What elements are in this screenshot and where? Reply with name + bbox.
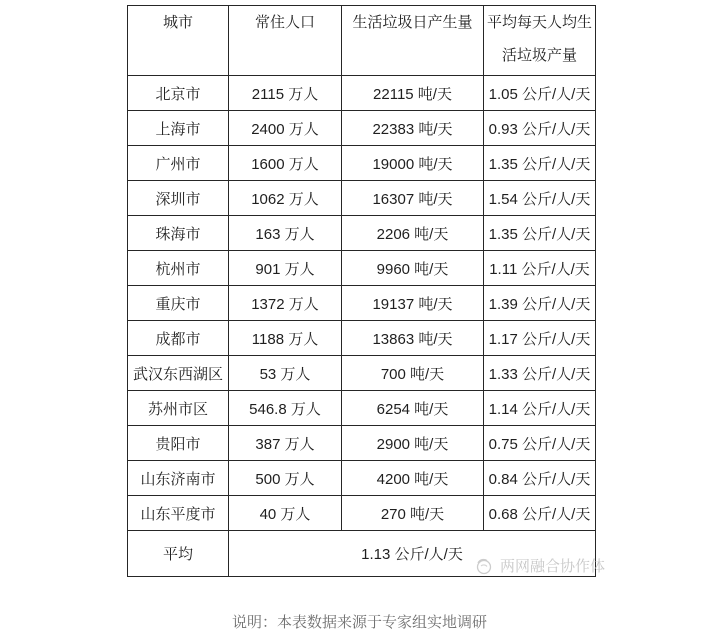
cell-per-capita: 1.35 公斤/人/天: [484, 216, 596, 251]
table-row: [128, 321, 596, 356]
cell-city: 山东济南市: [128, 461, 229, 496]
cell-per-capita: 1.33 公斤/人/天: [484, 356, 596, 391]
cell-population: 546.8 万人: [229, 391, 342, 426]
cell-daily-waste: 22115 吨/天: [342, 76, 484, 111]
cell-daily-waste: 13863 吨/天: [342, 321, 484, 356]
header-cell-per-capita: 平均每天人均生活垃圾产量: [484, 6, 596, 76]
table-header: [128, 6, 596, 76]
table-row: [128, 146, 596, 181]
table-row: [128, 181, 596, 216]
table-row: [128, 76, 596, 111]
cell-per-capita: 1.54 公斤/人/天: [484, 181, 596, 216]
cell-city: 重庆市: [128, 286, 229, 321]
cell-population: 1600 万人: [229, 146, 342, 181]
cell-per-capita: 0.84 公斤/人/天: [484, 461, 596, 496]
cell-daily-waste: 2206 吨/天: [342, 216, 484, 251]
cell-population: 500 万人: [229, 461, 342, 496]
table-row: [128, 251, 596, 286]
average-row: [128, 531, 596, 577]
cell-daily-waste: 2900 吨/天: [342, 426, 484, 461]
cell-city: 武汉东西湖区: [128, 356, 229, 391]
cell-daily-waste: 270 吨/天: [342, 496, 484, 531]
garbage-data-table: [127, 5, 596, 577]
cell-population: 2400 万人: [229, 111, 342, 146]
cell-population: 2115 万人: [229, 76, 342, 111]
average-label: 平均: [128, 531, 229, 577]
cell-population: 901 万人: [229, 251, 342, 286]
table-row: [128, 216, 596, 251]
cell-city: 成都市: [128, 321, 229, 356]
cell-daily-waste: 700 吨/天: [342, 356, 484, 391]
cell-daily-waste: 16307 吨/天: [342, 181, 484, 216]
table-row: [128, 356, 596, 391]
cell-population: 387 万人: [229, 426, 342, 461]
table-row: [128, 111, 596, 146]
cell-city: 珠海市: [128, 216, 229, 251]
cell-city: 山东平度市: [128, 496, 229, 531]
table-row: [128, 391, 596, 426]
cell-population: 1372 万人: [229, 286, 342, 321]
cell-daily-waste: 22383 吨/天: [342, 111, 484, 146]
cell-daily-waste: 19137 吨/天: [342, 286, 484, 321]
cell-city: 贵阳市: [128, 426, 229, 461]
cell-population: 1062 万人: [229, 181, 342, 216]
table-row: [128, 426, 596, 461]
header-cell-daily-waste: 生活垃圾日产生量: [342, 6, 484, 76]
cell-per-capita: 1.11 公斤/人/天: [484, 251, 596, 286]
cell-daily-waste: 4200 吨/天: [342, 461, 484, 496]
cell-per-capita: 1.14 公斤/人/天: [484, 391, 596, 426]
header-cell-population: 常住人口: [229, 6, 342, 76]
table-body: [128, 76, 596, 531]
cell-daily-waste: 9960 吨/天: [342, 251, 484, 286]
cell-city: 广州市: [128, 146, 229, 181]
cell-daily-waste: 19000 吨/天: [342, 146, 484, 181]
watermark-text: 两网融合协作体: [500, 558, 606, 575]
garbage-data-table-wrap: [127, 5, 596, 577]
cell-city: 苏州市区: [128, 391, 229, 426]
table-row: [128, 286, 596, 321]
cell-population: 1188 万人: [229, 321, 342, 356]
cell-city: 杭州市: [128, 251, 229, 286]
cell-per-capita: 1.17 公斤/人/天: [484, 321, 596, 356]
cell-per-capita: 1.05 公斤/人/天: [484, 76, 596, 111]
cell-city: 北京市: [128, 76, 229, 111]
cell-daily-waste: 6254 吨/天: [342, 391, 484, 426]
cell-population: 163 万人: [229, 216, 342, 251]
cell-population: 40 万人: [229, 496, 342, 531]
caption: 说明：本表数据来源于专家组实地调研: [231, 614, 487, 631]
cell-city: 上海市: [128, 111, 229, 146]
cell-per-capita: 0.75 公斤/人/天: [484, 426, 596, 461]
table-row: [128, 496, 596, 531]
cell-per-capita: 0.68 公斤/人/天: [484, 496, 596, 531]
table-row: [128, 461, 596, 496]
cell-per-capita: 0.93 公斤/人/天: [484, 111, 596, 146]
average-value: 1.13 公斤/人/天: [229, 531, 596, 577]
cell-population: 53 万人: [229, 356, 342, 391]
cell-per-capita: 1.39 公斤/人/天: [484, 286, 596, 321]
header-row: [128, 6, 596, 76]
cell-per-capita: 1.35 公斤/人/天: [484, 146, 596, 181]
cell-city: 深圳市: [128, 181, 229, 216]
header-cell-city: 城市: [128, 6, 229, 76]
table-footer: [128, 531, 596, 577]
